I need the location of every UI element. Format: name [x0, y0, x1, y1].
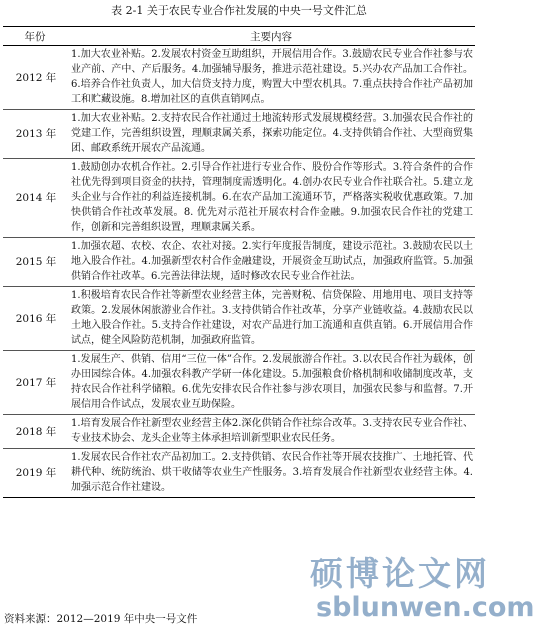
row-year: 2017 年 [3, 351, 67, 415]
row-content: 1.鼓励创办农机合作社。2.引导合作社进行专业合作、股份合作等形式。3.符合条件的合作社优先得到项目资金的扶持，管理制度需透明化。4.创办农民专业合作社联合社。5.建立龙头企业与合作社的利益连接机制。6.在农产品加工流通环节，严格落实税收优惠政策。7.加快供销合作社改革发展。8. 优先对示范社开展农村合作金融。9.加强农民合作社的党建工作，创新和完善组织设置，理顺隶属关系。 [67, 159, 475, 238]
row-content: 1.发展生产、供销、信用“三位一体”合作。2.发展旅游合作社。3.以农民合作社为载体，创办田园综合体。4.加强农科教产学研一体化建设。5.加强粮食价格机制和收储制度改革，支持农民合作社科学储粮。6.优先安排农民合作社参与涉农项目，加强农民参与和监督。7.开展信用合作试点，发展农业互助保险。 [67, 351, 475, 415]
table-row [3, 46, 475, 110]
row-content: 1.加大农业补贴。2.发展农村资金互助组织，开展信用合作。3.鼓励农民专业合作社参与农业产前、产中、产后服务。4.加强辅导服务，推进示范社建设。5.兴办农产品加工合作社。6.培养合作社负责人，加大信贷支持力度，购置大中型农机具。7.重点扶持合作社产品初加工和贮藏设施。8.增加社区的直供直销网点。 [67, 46, 475, 110]
policy-table [3, 26, 475, 498]
watermark-chinese-text: 硕博论文网 [310, 554, 490, 593]
row-year: 2015 年 [3, 238, 67, 287]
table-caption: 表 2-1 关于农民专业合作社发展的中央一号文件汇总 [111, 4, 367, 17]
row-year: 2012 年 [3, 46, 67, 110]
row-year: 2018 年 [3, 415, 67, 449]
row-content: 1.培育发展合作社新型农业经营主体2.深化供销合作社综合改革。3.支持农民专业合作社、专业技术协会、龙头企业等主体承担培训新型职业农民任务。 [67, 415, 475, 449]
table-row [3, 351, 475, 415]
source-note: 资料来源：2012—2019 年中央一号文件 [4, 613, 198, 625]
row-content: 1.加强农超、农校、农企、农社对接。2.实行年度报告制度，建设示范社。3.鼓励农民以土地入股合作社。4.加强新型农村合作金融建设，开展资金互助试点，加强政府监管。5.加强供销合作社改革。6.完善法律法规，适时修改农民专业合作社法。 [67, 238, 475, 287]
header-content: 主要内容 [67, 27, 475, 46]
row-content: 1.加大农业补贴。2.支持农民合作社通过土地流转形式发展规模经营。3.加强农民合作社的党建工作，完善组织设置，理顺隶属关系，探索功能定位。4.支持供销合作社、大型商贸集团、邮政系统开展农产品流通。 [67, 110, 475, 159]
row-year: 2014 年 [3, 159, 67, 238]
row-year: 2013 年 [3, 110, 67, 159]
table-row [3, 287, 475, 351]
table-row [3, 110, 475, 159]
watermark-url-text: sblunwen.com [316, 592, 535, 623]
table-header-row [3, 27, 475, 46]
row-year: 2016 年 [3, 287, 67, 351]
row-content: 1.积极培育农民合作社等新型农业经营主体，完善财税、信贷保险、用地用电、项目支持等政策。2.发展休闲旅游业合作社。3.支持供销合作社改革，分享产业链收益。4.鼓励农民以土地入股合作社。5.支持合作社建设，对农产品进行加工流通和直供直销。6.开展信用合作试点，健全风险防范机制，加强政府监管。 [67, 287, 475, 351]
row-content: 1.发展农民合作社农产品初加工。2.支持供销、农民合作社等开展农技推广、土地托管、代耕代种、统防统治、烘干收储等农业生产性服务。3.培育发展合作社新型农业经营主体。4.加强示范合作社建设。 [67, 449, 475, 498]
table-row [3, 238, 475, 287]
table-row [3, 415, 475, 449]
header-year: 年份 [3, 27, 67, 46]
watermark-logo [310, 548, 535, 634]
row-year: 2019 年 [3, 449, 67, 498]
table-row [3, 159, 475, 238]
table-row [3, 449, 475, 498]
